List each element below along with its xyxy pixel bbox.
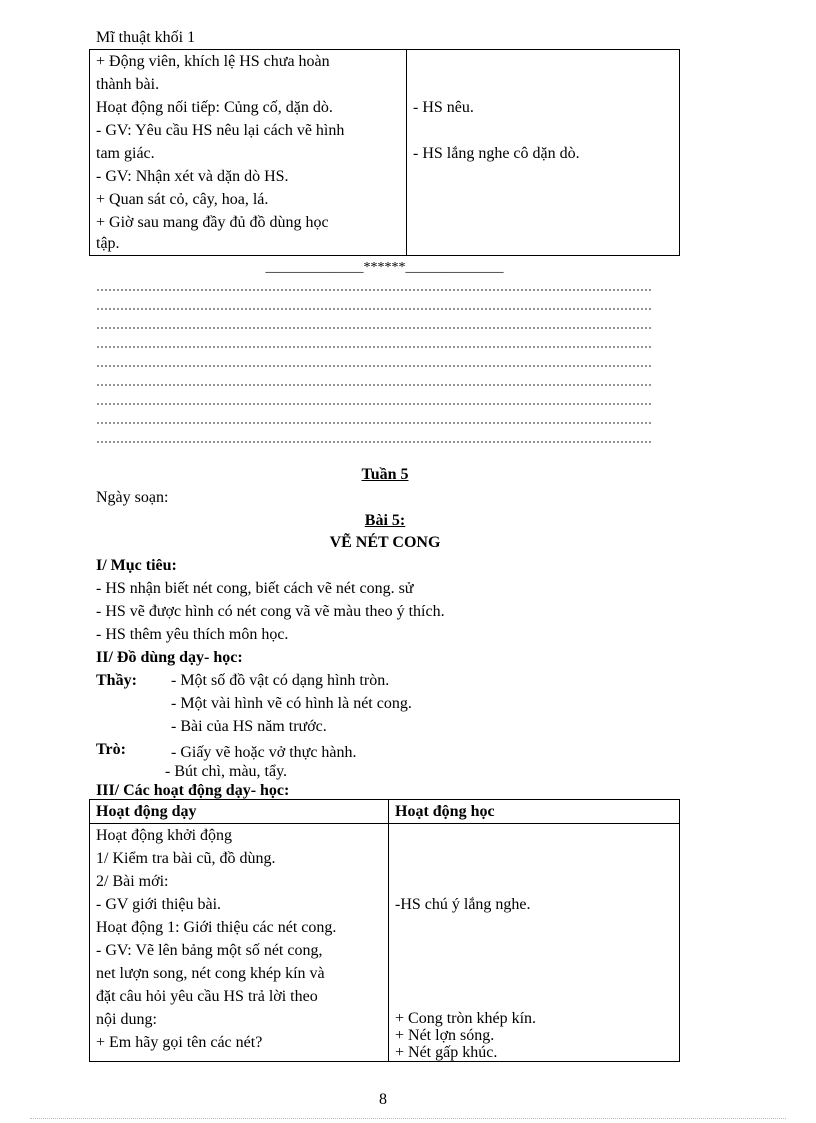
student-item: - Bút chì, màu, tẩy. [165, 763, 288, 780]
table-cell-line: + Nét gấp khúc. [395, 1044, 498, 1061]
table-cell-line: 1/ Kiểm tra bài cũ, đồ dùng. [96, 850, 276, 867]
table-cell-line: 2/ Bài mới: [96, 873, 169, 890]
table-cell-line: tập. [96, 235, 120, 252]
table-cell-line: Hoạt động nối tiếp: Củng cố, dặn dò. [96, 99, 333, 116]
table-cell-line: thành bài. [96, 76, 160, 93]
objective-item: - HS thêm yêu thích môn học. [96, 626, 289, 643]
table-cell-line: + Giờ sau mang đầy đủ đồ dùng học [96, 214, 329, 231]
table-header-teaching: Hoạt động dạy [96, 803, 197, 820]
table-cell-line: - GV: Vẽ lên bảng một số nét cong, [96, 942, 323, 959]
table-header-learning: Hoạt động học [395, 803, 495, 820]
table-header-rule [89, 823, 680, 824]
document-header: Mĩ thuật khối 1 [96, 29, 196, 46]
table-cell-line: nội dung: [96, 1011, 157, 1028]
section-heading-materials: II/ Đồ dùng dạy- học: [96, 649, 243, 666]
table-cell-line: - HS lắng nghe cô dặn dò. [413, 145, 580, 162]
teacher-item: - Bài của HS năm trước. [171, 718, 327, 735]
footer-rule [30, 1118, 786, 1119]
dotted-line [96, 434, 652, 444]
teacher-item: - Một số đồ vật có dạng hình tròn. [171, 672, 390, 689]
dotted-line [96, 358, 652, 368]
section-heading-objectives: I/ Mục tiêu: [96, 557, 177, 574]
table-cell-line: tam giác. [96, 145, 155, 162]
table-cell-line: - GV: Yêu cầu HS nêu lại cách vẽ hình [96, 122, 345, 139]
table-cell-line: + Em hãy gọi tên các nét? [96, 1034, 263, 1051]
table-cell-line: + Cong tròn khép kín. [395, 1010, 537, 1027]
dotted-line [96, 377, 652, 387]
date-label: Ngày soạn: [96, 489, 169, 506]
table-cell-line: Hoạt động 1: Giới thiệu các nét cong. [96, 919, 337, 936]
dotted-line [96, 339, 652, 349]
table-cell-line: + Nét lợn sóng. [395, 1027, 495, 1044]
objective-item: - HS nhận biết nét cong, biết cách vẽ nét cong. sử [96, 580, 414, 597]
table-cell-line: đặt câu hỏi yêu cầu HS trả lời theo [96, 988, 318, 1005]
table-column-divider [388, 799, 389, 1062]
section-heading-activities: III/ Các hoạt động dạy- học: [96, 782, 290, 799]
dotted-line [96, 396, 652, 406]
dotted-line [96, 415, 652, 425]
table-cell-line: - GV: Nhận xét và dặn dò HS. [96, 168, 289, 185]
table-cell-line: -HS chú ý lắng nghe. [395, 896, 531, 913]
table-cell-line: - GV giới thiệu bài. [96, 896, 222, 913]
teacher-label: Thầy: [96, 672, 137, 689]
section-separator: ______________******______________ [265, 260, 504, 275]
table-cell-line: + Quan sát cỏ, cây, hoa, lá. [96, 191, 269, 208]
student-label: Trò: [96, 741, 126, 758]
lesson-title: VẼ NÉT CONG [329, 534, 441, 551]
page-number: 8 [379, 1091, 387, 1108]
lesson-number: Bài 5: [364, 512, 406, 529]
dotted-line [96, 320, 652, 330]
teacher-item: - Một vài hình vẽ có hình là nét cong. [171, 695, 412, 712]
week-title: Tuần 5 [361, 466, 409, 483]
objective-item: - HS vẽ được hình có nét cong vã vẽ màu theo ý thích. [96, 603, 445, 620]
student-item: - Giấy vẽ hoặc vở thực hành. [171, 744, 357, 761]
table-cell-line: Hoạt động khởi động [96, 827, 233, 844]
dotted-line [96, 282, 652, 292]
table-cell-line: - HS nêu. [413, 99, 474, 116]
table-cell-line: + Động viên, khích lệ HS chưa hoàn [96, 53, 330, 70]
table-column-divider [406, 49, 407, 256]
table-cell-line: net lượn song, nét cong khép kín và [96, 965, 325, 982]
dotted-line [96, 301, 652, 311]
